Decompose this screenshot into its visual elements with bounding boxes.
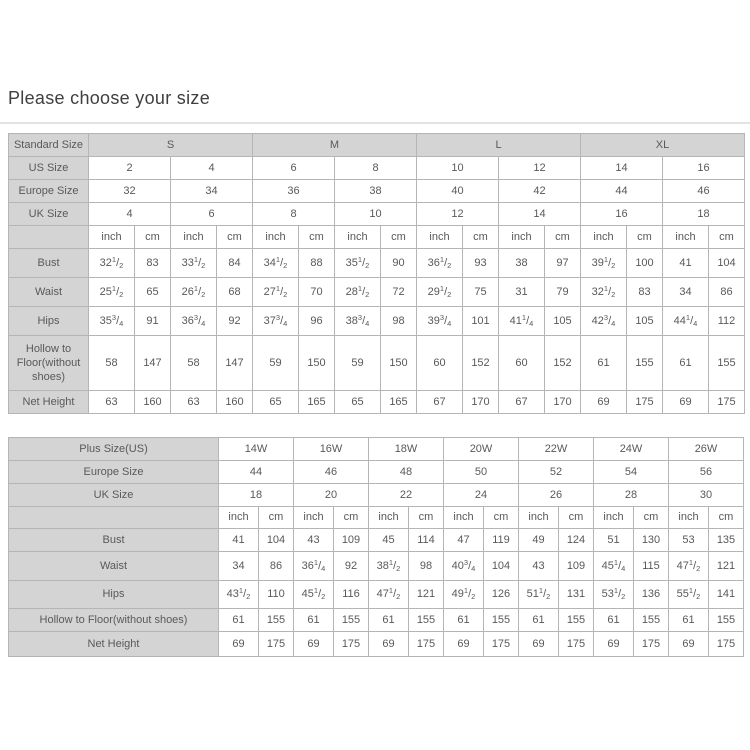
unit-header: cm — [545, 226, 581, 249]
unit-header: cm — [217, 226, 253, 249]
size-value-cell: 12 — [417, 203, 499, 226]
cm-value-cell: 92 — [334, 552, 369, 581]
cm-value-cell: 121 — [709, 552, 744, 581]
unit-header: cm — [709, 507, 744, 529]
cm-value-cell: 152 — [463, 336, 499, 391]
row-label: Europe Size — [9, 180, 89, 203]
size-value-cell: 50 — [444, 461, 519, 484]
cm-value-cell: 141 — [709, 581, 744, 609]
size-value-cell: 46 — [663, 180, 745, 203]
size-value-cell: 22 — [369, 484, 444, 507]
size-value-cell: 4 — [89, 203, 171, 226]
unit-header: cm — [484, 507, 519, 529]
unit-header: inch — [519, 507, 559, 529]
row-label: UK Size — [9, 203, 89, 226]
inch-value-cell: $40^3/_4$ — [444, 552, 484, 581]
row-label: Net Height — [9, 632, 219, 657]
cm-value-cell: 91 — [135, 307, 171, 336]
cm-value-cell: 150 — [299, 336, 335, 391]
inch-value-cell: 61 — [581, 336, 627, 391]
inch-value-cell: $53^1/_2$ — [594, 581, 634, 609]
cm-value-cell: 135 — [709, 529, 744, 552]
unit-header: inch — [369, 507, 409, 529]
cm-value-cell: 98 — [381, 307, 417, 336]
inch-value-cell: 67 — [417, 391, 463, 414]
size-group-header: 20W — [444, 438, 519, 461]
size-value-cell: 56 — [669, 461, 744, 484]
table-row — [9, 391, 745, 414]
cm-value-cell: 160 — [135, 391, 171, 414]
inch-value-cell: 61 — [594, 609, 634, 632]
size-value-cell: 52 — [519, 461, 594, 484]
row-label: US Size — [9, 157, 89, 180]
inch-value-cell: 58 — [171, 336, 217, 391]
size-value-cell: 48 — [369, 461, 444, 484]
cm-value-cell: 155 — [709, 336, 745, 391]
plus-size-table — [8, 437, 744, 657]
cm-value-cell: 175 — [634, 632, 669, 657]
cm-value-cell: 90 — [381, 249, 417, 278]
size-value-cell: 24 — [444, 484, 519, 507]
inch-value-cell: 69 — [519, 632, 559, 657]
cm-value-cell: 104 — [484, 552, 519, 581]
inch-value-cell: 61 — [444, 609, 484, 632]
unit-header: cm — [634, 507, 669, 529]
inch-value-cell: 65 — [335, 391, 381, 414]
unit-header: cm — [334, 507, 369, 529]
cm-value-cell: 131 — [559, 581, 594, 609]
inch-value-cell: 61 — [294, 609, 334, 632]
cm-value-cell: 119 — [484, 529, 519, 552]
inch-value-cell: 65 — [253, 391, 299, 414]
size-group-header: 16W — [294, 438, 369, 461]
inch-value-cell: $38^3/_4$ — [335, 307, 381, 336]
cm-value-cell: 114 — [409, 529, 444, 552]
size-value-cell: 16 — [581, 203, 663, 226]
cm-value-cell: 175 — [627, 391, 663, 414]
table-row — [9, 307, 745, 336]
inch-value-cell: $36^1/_4$ — [294, 552, 334, 581]
inch-value-cell: $29^1/_2$ — [417, 278, 463, 307]
unit-header: cm — [381, 226, 417, 249]
unit-header: inch — [89, 226, 135, 249]
inch-value-cell: $38^1/_2$ — [369, 552, 409, 581]
size-value-cell: 32 — [89, 180, 171, 203]
table-row — [9, 529, 744, 552]
table-row — [9, 134, 745, 157]
cm-value-cell: 175 — [409, 632, 444, 657]
inch-value-cell: 34 — [219, 552, 259, 581]
unit-header: cm — [559, 507, 594, 529]
inch-value-cell: 69 — [663, 391, 709, 414]
cm-value-cell: 155 — [409, 609, 444, 632]
inch-value-cell: 61 — [669, 609, 709, 632]
cm-value-cell: 175 — [334, 632, 369, 657]
row-label: Net Height — [9, 391, 89, 414]
cm-value-cell: 150 — [381, 336, 417, 391]
inch-value-cell: $32^1/_2$ — [89, 249, 135, 278]
cm-value-cell: 130 — [634, 529, 669, 552]
unit-header: inch — [663, 226, 709, 249]
size-value-cell: 10 — [335, 203, 417, 226]
cm-value-cell: 116 — [334, 581, 369, 609]
cm-value-cell: 100 — [627, 249, 663, 278]
inch-value-cell: 60 — [499, 336, 545, 391]
inch-value-cell: 58 — [89, 336, 135, 391]
unit-header: inch — [417, 226, 463, 249]
inch-value-cell: 69 — [669, 632, 709, 657]
standard-size-table — [8, 133, 745, 414]
size-value-cell: 2 — [89, 157, 171, 180]
cm-value-cell: 155 — [709, 609, 744, 632]
size-value-cell: 44 — [581, 180, 663, 203]
size-value-cell: 30 — [669, 484, 744, 507]
cm-value-cell: 86 — [259, 552, 294, 581]
inch-value-cell: $39^1/_2$ — [581, 249, 627, 278]
inch-value-cell: 61 — [369, 609, 409, 632]
cm-value-cell: 83 — [135, 249, 171, 278]
inch-value-cell: 59 — [335, 336, 381, 391]
empty-corner — [9, 507, 219, 529]
size-value-cell: 20 — [294, 484, 369, 507]
size-value-cell: 40 — [417, 180, 499, 203]
inch-value-cell: 47 — [444, 529, 484, 552]
cm-value-cell: 104 — [259, 529, 294, 552]
table-row — [9, 180, 745, 203]
unit-header: inch — [219, 507, 259, 529]
cm-value-cell: 68 — [217, 278, 253, 307]
cm-value-cell: 170 — [463, 391, 499, 414]
cm-value-cell: 101 — [463, 307, 499, 336]
cm-value-cell: 155 — [484, 609, 519, 632]
inch-value-cell: 67 — [499, 391, 545, 414]
row-label: Bust — [9, 529, 219, 552]
inch-value-cell: $44^1/_4$ — [663, 307, 709, 336]
inch-value-cell: 51 — [594, 529, 634, 552]
inch-value-cell: $34^1/_2$ — [253, 249, 299, 278]
size-group-header: 26W — [669, 438, 744, 461]
cm-value-cell: 155 — [334, 609, 369, 632]
inch-value-cell: $39^3/_4$ — [417, 307, 463, 336]
cm-value-cell: 105 — [627, 307, 663, 336]
cm-value-cell: 152 — [545, 336, 581, 391]
size-group-header: S — [89, 134, 253, 157]
cm-value-cell: 160 — [217, 391, 253, 414]
inch-value-cell: 45 — [369, 529, 409, 552]
table-row — [9, 581, 744, 609]
inch-value-cell: $45^1/_2$ — [294, 581, 334, 609]
inch-value-cell: $45^1/_4$ — [594, 552, 634, 581]
cm-value-cell: 115 — [634, 552, 669, 581]
size-value-cell: 36 — [253, 180, 335, 203]
size-value-cell: 38 — [335, 180, 417, 203]
unit-header: cm — [627, 226, 663, 249]
inch-value-cell: $47^1/_2$ — [669, 552, 709, 581]
unit-header: inch — [594, 507, 634, 529]
inch-value-cell: 69 — [594, 632, 634, 657]
inch-value-cell: $47^1/_2$ — [369, 581, 409, 609]
size-value-cell: 12 — [499, 157, 581, 180]
inch-value-cell: 61 — [519, 609, 559, 632]
inch-value-cell: $36^1/_2$ — [417, 249, 463, 278]
cm-value-cell: 112 — [709, 307, 745, 336]
inch-value-cell: $35^1/_2$ — [335, 249, 381, 278]
cm-value-cell: 88 — [299, 249, 335, 278]
inch-value-cell: $33^1/_2$ — [171, 249, 217, 278]
inch-value-cell: 43 — [519, 552, 559, 581]
table-row — [9, 336, 745, 391]
size-value-cell: 28 — [594, 484, 669, 507]
cm-value-cell: 165 — [299, 391, 335, 414]
inch-value-cell: 49 — [519, 529, 559, 552]
size-value-cell: 14 — [499, 203, 581, 226]
cm-value-cell: 97 — [545, 249, 581, 278]
cm-value-cell: 110 — [259, 581, 294, 609]
size-group-header: 22W — [519, 438, 594, 461]
cm-value-cell: 72 — [381, 278, 417, 307]
unit-header: inch — [294, 507, 334, 529]
unit-header: inch — [499, 226, 545, 249]
size-group-header: M — [253, 134, 417, 157]
cm-value-cell: 79 — [545, 278, 581, 307]
inch-value-cell: 38 — [499, 249, 545, 278]
cm-value-cell: 175 — [259, 632, 294, 657]
row-label: Hollow to Floor(without shoes) — [9, 336, 89, 391]
unit-header: inch — [335, 226, 381, 249]
unit-header: cm — [259, 507, 294, 529]
row-label: Bust — [9, 249, 89, 278]
empty-corner — [9, 226, 89, 249]
unit-header: inch — [669, 507, 709, 529]
inch-value-cell: 41 — [219, 529, 259, 552]
cm-value-cell: 92 — [217, 307, 253, 336]
table-row — [9, 609, 744, 632]
row-label: Hips — [9, 581, 219, 609]
size-value-cell: 26 — [519, 484, 594, 507]
size-value-cell: 8 — [335, 157, 417, 180]
cm-value-cell: 165 — [381, 391, 417, 414]
inch-value-cell: $51^1/_2$ — [519, 581, 559, 609]
inch-value-cell: 69 — [369, 632, 409, 657]
corner-header: Standard Size — [9, 134, 89, 157]
inch-value-cell: 63 — [171, 391, 217, 414]
cm-value-cell: 105 — [545, 307, 581, 336]
inch-value-cell: 69 — [294, 632, 334, 657]
cm-value-cell: 104 — [709, 249, 745, 278]
inch-value-cell: 63 — [89, 391, 135, 414]
inch-value-cell: $49^1/_2$ — [444, 581, 484, 609]
row-label: UK Size — [9, 484, 219, 507]
inch-value-cell: $43^1/_2$ — [219, 581, 259, 609]
table-row — [9, 157, 745, 180]
size-value-cell: 14 — [581, 157, 663, 180]
inch-value-cell: 61 — [219, 609, 259, 632]
inch-value-cell: 41 — [663, 249, 709, 278]
cm-value-cell: 65 — [135, 278, 171, 307]
table-row — [9, 249, 745, 278]
size-value-cell: 54 — [594, 461, 669, 484]
cm-value-cell: 175 — [709, 391, 745, 414]
unit-header: cm — [409, 507, 444, 529]
row-label: Hollow to Floor(without shoes) — [9, 609, 219, 632]
inch-value-cell: 69 — [444, 632, 484, 657]
cm-value-cell: 175 — [484, 632, 519, 657]
size-value-cell: 6 — [171, 203, 253, 226]
cm-value-cell: 170 — [545, 391, 581, 414]
inch-value-cell: $36^3/_4$ — [171, 307, 217, 336]
inch-value-cell: $55^1/_2$ — [669, 581, 709, 609]
inch-value-cell: $42^3/_4$ — [581, 307, 627, 336]
cm-value-cell: 136 — [634, 581, 669, 609]
cm-value-cell: 93 — [463, 249, 499, 278]
cm-value-cell: 83 — [627, 278, 663, 307]
inch-value-cell: 53 — [669, 529, 709, 552]
cm-value-cell: 147 — [135, 336, 171, 391]
cm-value-cell: 155 — [259, 609, 294, 632]
cm-value-cell: 86 — [709, 278, 745, 307]
cm-value-cell: 175 — [559, 632, 594, 657]
cm-value-cell: 96 — [299, 307, 335, 336]
size-value-cell: 42 — [499, 180, 581, 203]
unit-header: inch — [581, 226, 627, 249]
row-label: Waist — [9, 552, 219, 581]
unit-header: inch — [444, 507, 484, 529]
unit-header: inch — [171, 226, 217, 249]
cm-value-cell: 109 — [334, 529, 369, 552]
cm-value-cell: 121 — [409, 581, 444, 609]
table-row — [9, 438, 744, 461]
cm-value-cell: 175 — [709, 632, 744, 657]
unit-header: cm — [299, 226, 335, 249]
row-label: Waist — [9, 278, 89, 307]
size-group-header: L — [417, 134, 581, 157]
size-value-cell: 6 — [253, 157, 335, 180]
size-group-header: XL — [581, 134, 745, 157]
size-value-cell: 16 — [663, 157, 745, 180]
cm-value-cell: 155 — [634, 609, 669, 632]
size-value-cell: 8 — [253, 203, 335, 226]
row-label: Plus Size(US) — [9, 438, 219, 461]
inch-value-cell: $41^1/_4$ — [499, 307, 545, 336]
inch-value-cell: 34 — [663, 278, 709, 307]
unit-header: cm — [135, 226, 171, 249]
inch-value-cell: $32^1/_2$ — [581, 278, 627, 307]
inch-value-cell: 43 — [294, 529, 334, 552]
inch-value-cell: 59 — [253, 336, 299, 391]
inch-value-cell: 69 — [581, 391, 627, 414]
table-row — [9, 203, 745, 226]
size-value-cell: 34 — [171, 180, 253, 203]
size-group-header: 14W — [219, 438, 294, 461]
inch-value-cell: 60 — [417, 336, 463, 391]
size-group-header: 24W — [594, 438, 669, 461]
horizontal-divider — [0, 122, 750, 124]
size-value-cell: 10 — [417, 157, 499, 180]
inch-value-cell: 31 — [499, 278, 545, 307]
size-value-cell: 18 — [663, 203, 745, 226]
table-row — [9, 632, 744, 657]
size-value-cell: 46 — [294, 461, 369, 484]
cm-value-cell: 75 — [463, 278, 499, 307]
unit-header: inch — [253, 226, 299, 249]
table-row — [9, 278, 745, 307]
cm-value-cell: 98 — [409, 552, 444, 581]
cm-value-cell: 147 — [217, 336, 253, 391]
inch-value-cell: 69 — [219, 632, 259, 657]
table-row — [9, 484, 744, 507]
cm-value-cell: 126 — [484, 581, 519, 609]
cm-value-cell: 155 — [559, 609, 594, 632]
size-value-cell: 4 — [171, 157, 253, 180]
row-label: Europe Size — [9, 461, 219, 484]
size-value-cell: 18 — [219, 484, 294, 507]
table-row — [9, 507, 744, 529]
inch-value-cell: $27^1/_2$ — [253, 278, 299, 307]
page-title: Please choose your size — [8, 88, 211, 108]
inch-value-cell: $35^3/_4$ — [89, 307, 135, 336]
inch-value-cell: $25^1/_2$ — [89, 278, 135, 307]
inch-value-cell: $37^3/_4$ — [253, 307, 299, 336]
size-value-cell: 44 — [219, 461, 294, 484]
inch-value-cell: $28^1/_2$ — [335, 278, 381, 307]
table-row — [9, 552, 744, 581]
cm-value-cell: 70 — [299, 278, 335, 307]
row-label: Hips — [9, 307, 89, 336]
cm-value-cell: 155 — [627, 336, 663, 391]
inch-value-cell: $26^1/_2$ — [171, 278, 217, 307]
unit-header: cm — [709, 226, 745, 249]
table-row — [9, 461, 744, 484]
cm-value-cell: 84 — [217, 249, 253, 278]
table-row — [9, 226, 745, 249]
cm-value-cell: 109 — [559, 552, 594, 581]
inch-value-cell: 61 — [663, 336, 709, 391]
unit-header: cm — [463, 226, 499, 249]
cm-value-cell: 124 — [559, 529, 594, 552]
size-group-header: 18W — [369, 438, 444, 461]
